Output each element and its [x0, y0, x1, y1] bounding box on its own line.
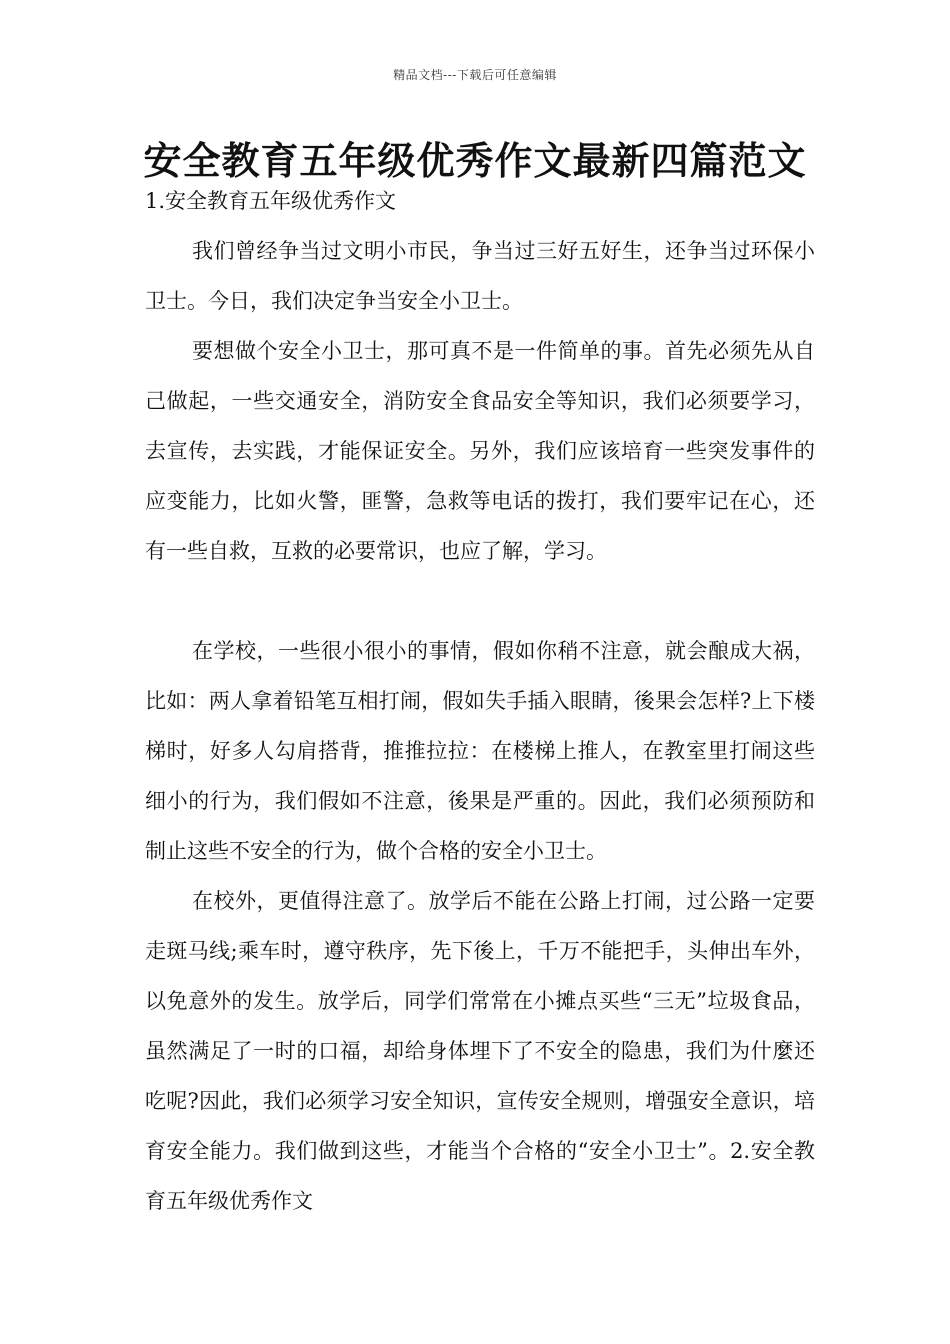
section-heading: 1.安全教育五年级优秀作文 — [145, 189, 397, 213]
document-title: 安全教育五年级优秀作文最新四篇范文 — [143, 138, 807, 183]
paragraph-2: 要想做个安全小卫士，那可真不是一件简单的事。首先必须先从自己做起，一些交通安全，消防安全食品安全等知识，我们必须要学习，去宣传，去实践，才能保证安全。另外，我们应该培育一些突发事件的应变能力，比如火警，匪警，急救等电话的拨打，我们要牢记在心，还有一些自救，互救的必要常识，也应了解，学习。 — [145, 339, 815, 563]
paragraph-gap — [145, 576, 815, 626]
paragraph-4: 在校外，更值得注意了。放学后不能在公路上打闹，过公路一定要走斑马线;乘车时，遵守秩序，先下後上，千万不能把手，头伸出车外，以免意外的发生。放学后，同学们常常在小摊点买些“三无”垃圾食品，虽然满足了一时的口福，却给身体埋下了不安全的隐患，我们为什麼还吃呢?因此，我们必须学习安全知识，宣传安全规则，增强安全意识，培育安全能力。我们做到这些，才能当个合格的“安全小卫士”。2.安全教育五年级优秀作文 — [145, 889, 815, 1213]
paragraph-3: 在学校，一些很小很小的事情，假如你稍不注意，就会酿成大祸，比如：两人拿着铅笔互相打闹，假如失手插入眼睛，後果会怎样?上下楼梯时，好多人勾肩搭背，推推拉拉：在楼梯上推人，在教室里打闹这些细小的行为，我们假如不注意，後果是严重的。因此，我们必须预防和制止这些不安全的行为，做个合格的安全小卫士。 — [145, 639, 815, 863]
header-note: 精品文档---下载后可任意编辑 — [393, 68, 557, 82]
document-body — [145, 226, 815, 1226]
paragraph-1: 我们曾经争当过文明小市民，争当过三好五好生，还争当过环保小卫士。今日，我们决定争当安全小卫士。 — [145, 239, 815, 313]
